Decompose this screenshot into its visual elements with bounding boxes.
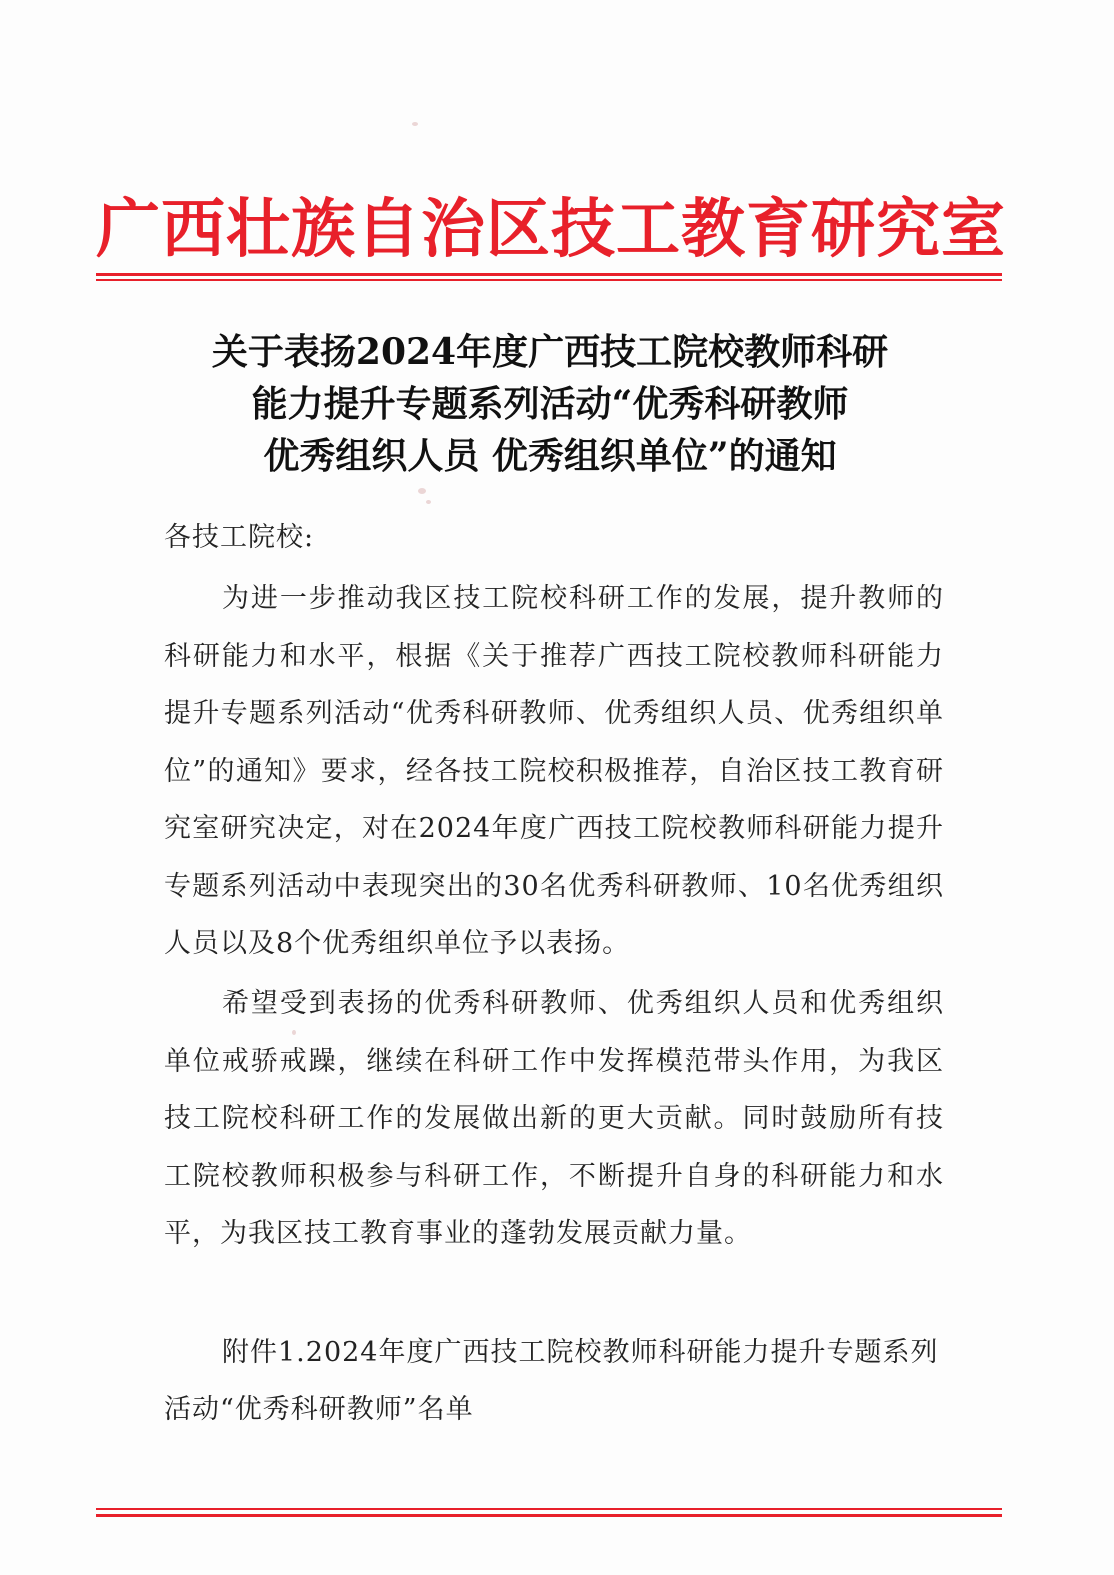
- footer-red-rule-thin: [96, 1508, 1002, 1510]
- header-red-rule: [96, 273, 1002, 276]
- document-title: [100, 326, 1000, 482]
- attachment-note: 附件1.2024年度广西技工院校教师科研能力提升专题系列活动“优秀科研教师”名单: [164, 1337, 939, 1425]
- footer-red-rule: [96, 1514, 1002, 1517]
- scan-speck: [412, 122, 418, 126]
- body-paragraph-1: 为进一步推动我区技工院校科研工作的发展，提升教师的科研能力和水平，根据《关于推荐广西技工院校教师科研能力提升专题系列活动“优秀科研教师、优秀组织人员、优秀组织单位”的通知》要求，经各技工院校积极推荐，自治区技工教育研究室研究决定，对在2024年度广西技工院校教师科研能力提升专题系列活动中表现突出的30名优秀科研教师、10名优秀组织人员以及8个优秀组织单位予以表扬。: [164, 583, 944, 959]
- header-red-rule-thin: [96, 279, 1002, 281]
- salutation: 各技工院校:: [164, 522, 315, 553]
- title-line-1: 关于表扬2024年度广西技工院校教师科研: [211, 331, 889, 373]
- body-paragraph-2: 希望受到表扬的优秀科研教师、优秀组织人员和优秀组织单位戒骄戒躁，继续在科研工作中发挥模范带头作用，为我区技工院校科研工作的发展做出新的更大贡献。同时鼓励所有技工院校教师积极参与科研工作，不断提升自身的科研能力和水平，为我区技工教育事业的蓬勃发展贡献力量。: [164, 988, 944, 1249]
- title-line-2: 能力提升专题系列活动“优秀科研教师: [251, 383, 849, 425]
- title-line-3: 优秀组织人员 优秀组织单位”的通知: [263, 435, 837, 477]
- issuing-organization-header: 广西壮族自治区技工教育研究室: [96, 192, 1006, 267]
- scan-speck: [426, 500, 431, 504]
- scan-speck: [418, 488, 426, 494]
- scan-speck: [292, 1030, 296, 1035]
